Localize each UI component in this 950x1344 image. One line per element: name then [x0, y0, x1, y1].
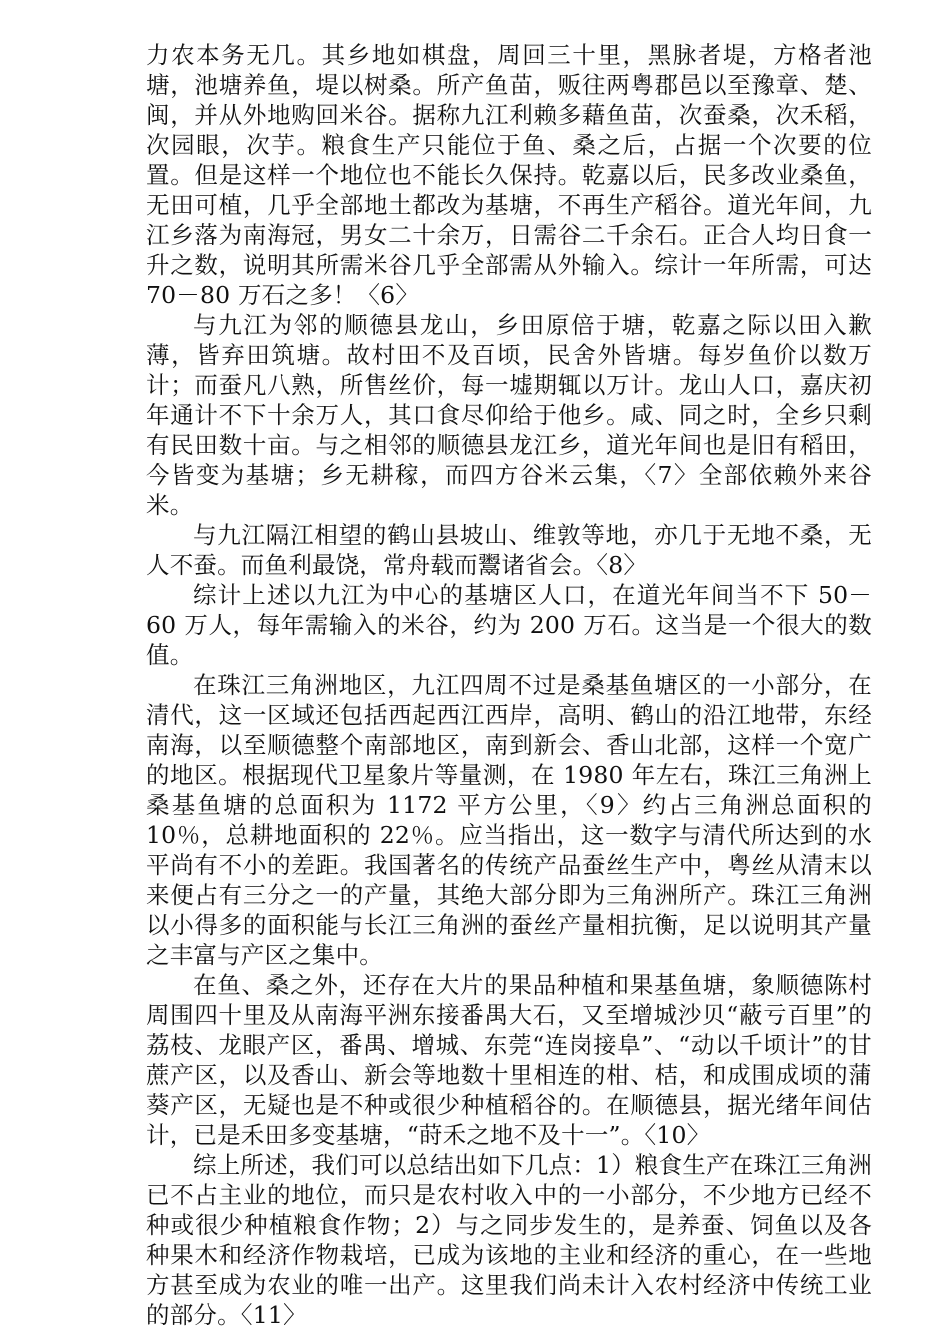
paragraph-3: 与九江隔江相望的鹤山县坡山、维敦等地，亦几于无地不桑，无人不蚕。而鱼利最饶，常舟载而鬻诸省会。〈8〉	[146, 521, 872, 579]
paragraph-5: 在珠江三角洲地区，九江四周不过是桑基鱼塘区的一小部分，在清代，这一区域还包括西起西江西岸，高明、鹤山的沿江地带，东经南海，以至顺德整个南部地区，南到新会、香山北部，这样一个宽广的地区。根据现代卫星象片等量测，在 1980 年左右，珠江三角洲上桑基鱼塘的总面积为 1172 平方公里，〈9〉约占三角洲总面积的 10％，总耕地面积的 22％。应当指出，这一数字与清代所达到的水平尚有不小的差距。我国著名的传统产品蚕丝生产中，粤丝从清末以来便占有三分之一的产量，其绝大部分即为三角洲所产。珠江三角洲以小得多的面积能与长江三角洲的蚕丝产量相抗衡，足以说明其产量之丰富与产区之集中。	[146, 671, 872, 969]
paragraph-2: 与九江为邻的顺德县龙山，乡田原倍于塘，乾嘉之际以田入歉薄，皆弃田筑塘。故村田不及百顷，民舍外皆塘。每岁鱼价以数万计；而蚕凡八熟，所售丝价，每一墟期辄以万计。龙山人口，嘉庆初年通计不下十余万人，其口食尽仰给于他乡。咸、同之时，全乡只剩有民田数十亩。与之相邻的顺德县龙江乡，道光年间也是旧有稻田，今皆变为基塘；乡无耕稼，而四方谷米云集，〈7〉全部依赖外来谷米。	[146, 311, 872, 519]
paragraph-6: 在鱼、桑之外，还存在大片的果品种植和果基鱼塘，象顺德陈村周围四十里及从南海平洲东接番禺大石，又至增城沙贝“蔽亏百里”的荔枝、龙眼产区，番禺、增城、东莞“连岗接阜”、“动以千顷计”的甘蔗产区，以及香山、新会等地数十里相连的柑、桔，和成围成顷的蒲葵产区，无疑也是不种或很少种植稻谷的。在顺德县，据光绪年间估计，已是禾田多变基塘，“莳禾之地不及十一”。〈10〉	[146, 971, 872, 1149]
document-page	[146, 40, 872, 1330]
paragraph-7: 综上所述，我们可以总结出如下几点：1）粮食生产在珠江三角洲已不占主业的地位，而只是农村收入中的一小部分，不少地方已经不种或很少种植粮食作物；2）与之同步发生的，是养蚕、饲鱼以及各种果木和经济作物栽培，已成为该地的主业和经济的重心，在一些地方甚至成为农业的唯一出产。这里我们尚未计入农村经济中传统工业的部分。〈11〉	[146, 1151, 872, 1329]
paragraph-4: 综计上述以九江为中心的基塘区人口，在道光年间当不下 50－60 万人，每年需输入的米谷，约为 200 万石。这当是一个很大的数值。	[146, 581, 873, 669]
paragraph-1: 力农本务无几。其乡地如棋盘，周回三十里，黑脉者堤，方格者池塘，池塘养鱼，堤以树桑。所产鱼苗，贩往两粤郡邑以至豫章、楚、闽，并从外地购回米谷。据称九江利赖多藉鱼苗，次蚕桑，次禾稻，次园眼，次芋。粮食生产只能位于鱼、桑之后，占据一个次要的位置。但是这样一个地位也不能长久保持。乾嘉以后，民多改业桑鱼，无田可植，几乎全部地土都改为基塘，不再生产稻谷。道光年间，九江乡落为南海冠，男女二十余万，日需谷二千余石。正合人均日食一升之数，说明其所需米谷几乎全部需从外输入。综计一年所需，可达 70－80 万石之多！〈6〉	[146, 41, 872, 309]
